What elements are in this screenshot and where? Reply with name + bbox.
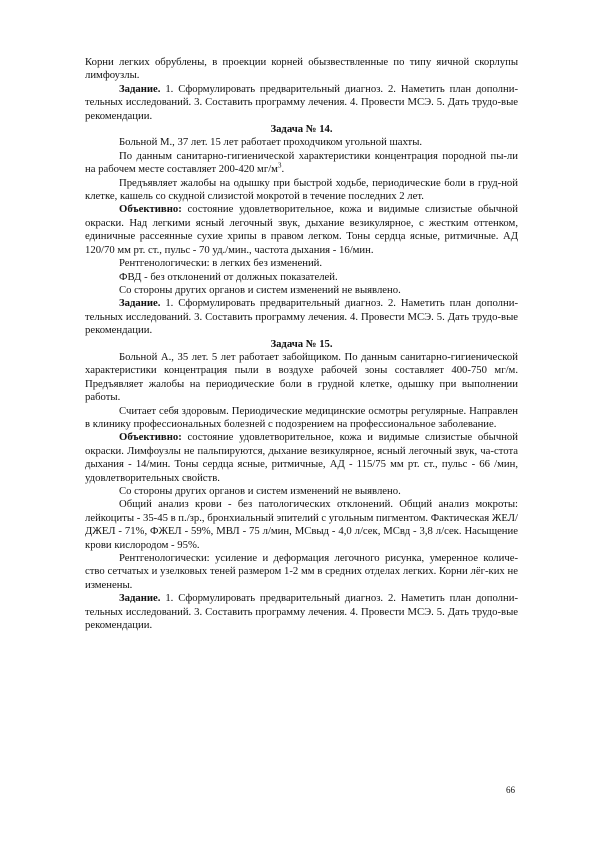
intro-task-paragraph [85, 83, 518, 123]
task-text: 1. Сформулировать предварительный диагноз. 2. Наметить план дополни-тельных исследований. 3. Составить программу лечения. 4. Провести МСЭ. 5. Дать трудо-вые рекомендации. [85, 592, 518, 632]
task-14-complaints: Предъявляет жалобы на одышку при быстрой ходьбе, периодические боли в груд-ной клетке, кашель со скудной слизистой мокротой в течение последних 2 лет. [85, 176, 518, 203]
task-14-title: Задача № 14. [270, 123, 333, 136]
task-15-objective [85, 431, 518, 485]
task-14-dust-concentration [85, 150, 518, 177]
task-15-other-organs: Со стороны других органов и систем изменений не выявлено. [119, 485, 401, 497]
task-15-history: Считает себя здоровым. Периодические медицинские осмотры регулярные. Направлен в клинику профессиональных болезней с подозрением на профессиональное заболевание. [85, 404, 518, 430]
task-text: 1. Сформулировать предварительный диагноз. 2. Наметить план дополни-тельных исследований. 3. Составить программу лечения. 4. Провести МСЭ. 5. Дать трудо-вые рекомендации. [85, 297, 518, 337]
task-label: Задание. [119, 82, 161, 95]
task-14-objective [85, 203, 518, 257]
task-text: 1. Сформулировать предварительный диагноз. 2. Наметить план дополни-тельных исследований. 3. Составить программу лечения. 4. Провести МСЭ. 5. Дать трудо-вые рекомендации. [85, 82, 518, 122]
task-label: Задание. [119, 592, 161, 605]
objective-label: Объективно: [119, 203, 182, 216]
page-number: 66 [506, 785, 515, 795]
dust-end: . [281, 163, 285, 176]
task-14-task-paragraph [85, 297, 518, 337]
task-15-xray: Рентгенологически: усиление и деформация легочного рисунка, умеренное количе-ство сетчатых и узелковых теней размером 1-2 мм в средних отделах легких. Корни лёг-ких не изменены. [85, 552, 518, 591]
dust-text: По данным санитарно-гигиенической характеристики концентрация породной пы-ли на рабочем месте составляет 200-420 мг/м [85, 149, 518, 176]
task-15-task-paragraph [85, 592, 518, 632]
document-page [85, 56, 518, 632]
task-15-lab-results: Общий анализ крови - без патологических отклонений. Общий анализ мокроты: лейкоциты - 35-45 в п./зр., бронхиальный эпителий с угольным пигментом. Фактическая ЖЕЛ/ДЖЕЛ - 71%, ФЖЕЛ - 59%, МВЛ - 75 л/мин, МСвыд - 4,0 л/сек, МСвд - 3,8 л/сек. Насыщение крови кислородом - 95%. [85, 498, 518, 551]
task-14-other-organs: Со стороны других органов и систем изменений не выявлено. [119, 283, 401, 296]
superscript: 3 [277, 161, 282, 170]
task-14-patient: Больной М., 37 лет. 15 лет работает проходчиком угольной шахты. [119, 136, 423, 149]
intro-paragraph: Корни легких обрублены, в проекции корней обызвествленные по типу яичной скорлупы лимфоузлы. [85, 56, 518, 82]
task-14-fvd: ФВД - без отклонений от должных показателей. [119, 270, 338, 283]
task-14-xray: Рентгенологически: в легких без изменений. [119, 257, 323, 270]
objective-label: Объективно: [119, 431, 182, 444]
objective-text: состояние удовлетворительное, кожа и видимые слизистые обычной окраски. Над легкими ясный легочный звук, дыхание везикулярное, с жестким оттенком, единичные рассеянные сухие хрипы в правом легком. Тоны сердца ясные, ритмичные. АД 120/70 мм рт. ст., пульс - 70 уд./мин., частота дыхания - 16/мин. [85, 203, 518, 256]
task-15-patient: Больной А., 35 лет. 5 лет работает забойщиком. По данным санитарно-гигиенической характеристики концентрация пыли в воздухе рабочей зоны составляет 400-750 мг/м. Предъявляет жалобы на периодические боли в грудной клетке, одышку при выполнении работы. [85, 350, 518, 404]
task-15-title: Задача № 15. [270, 337, 333, 350]
task-label: Задание. [119, 297, 161, 310]
objective-text: состояние удовлетворительное, кожа и видимые слизистые обычной окраски. Лимфоузлы не пальпируются, дыхание везикулярное, ясный легочный звук, ча-стота дыхания - 14/мин. Тоны сердца ясные, ритмичные, АД - 115/75 мм рт. ст., пульс - 66 /мин, удовлетворительных свойств. [85, 431, 518, 484]
